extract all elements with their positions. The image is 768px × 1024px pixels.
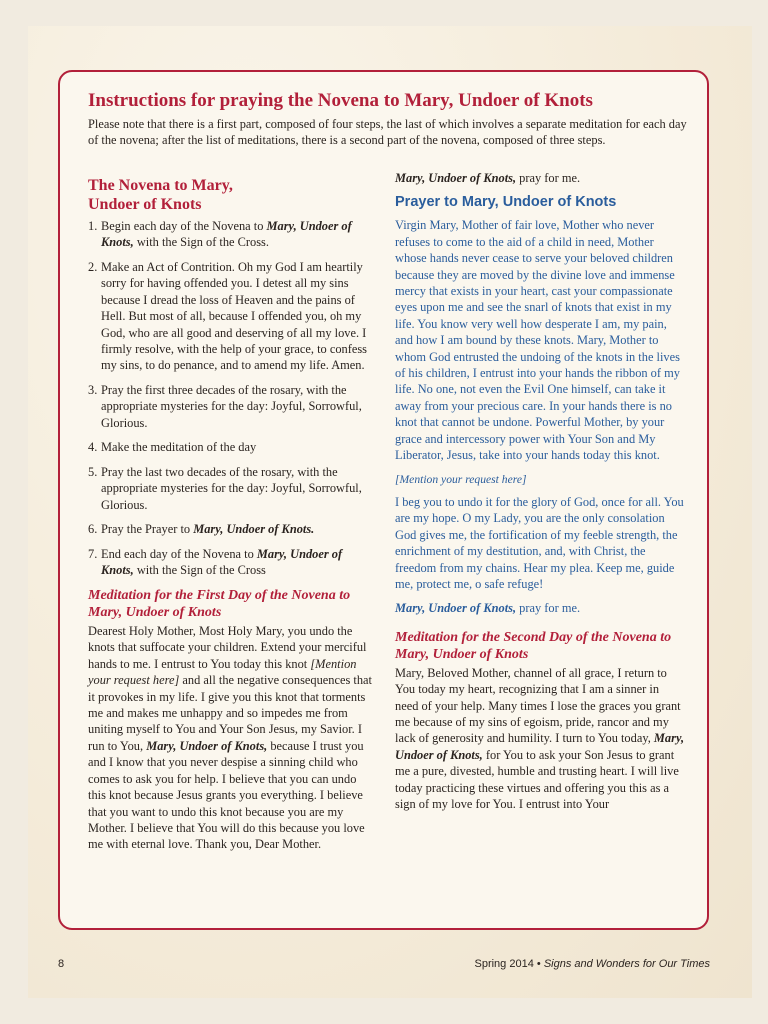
step-number: 6. xyxy=(88,522,98,537)
meditation1-bold: Mary, Undoer of Knots, xyxy=(146,738,268,753)
step-text-pre: Pray the Prayer to xyxy=(101,522,194,537)
footer-bullet: • xyxy=(536,958,541,970)
novena-heading-line1: The Novena to Mary, xyxy=(88,177,233,194)
page-title: Instructions for praying the Novena to Mary, Undoer of Knots xyxy=(88,90,593,111)
step-number: 4. xyxy=(88,440,98,455)
novena-step xyxy=(88,439,374,455)
step-number: 1. xyxy=(88,219,98,233)
footer-title: Signs and Wonders for Our Times xyxy=(543,958,710,970)
step-text xyxy=(101,464,374,513)
meditation1-title: Meditation for the First Day of the Novena to Mary, Undoer of Knots xyxy=(88,588,351,621)
meditation2-part1: Mary, Beloved Mother, channel of all grace, I return to You today my heart, recognizing that I am a sinner in need of your help. Many times I lose the graces you grant me because of my sins of egoism, pride, rancor and my lack of generosity and humility. I turn to You today, xyxy=(395,665,681,746)
novena-step xyxy=(88,382,374,431)
step-text-pre: End each day of the Novena to xyxy=(101,547,257,562)
step-text-bold: Mary, Undoer of Knots. xyxy=(193,522,315,537)
prayer-title: Prayer to Mary, Undoer of Knots xyxy=(395,194,617,211)
meditation1-text xyxy=(88,623,374,853)
pray-for-me-line-1 xyxy=(395,170,685,186)
meditation1-request: [Mention your request here] xyxy=(88,656,357,688)
novena-step xyxy=(88,521,374,537)
step-text-bold: Mary, Undoer of Knots, xyxy=(101,547,343,578)
step-text xyxy=(101,521,374,537)
step-text-post: with the Sign of the Cross xyxy=(133,563,266,578)
intro-paragraph: Please note that there is a first part, composed of four steps, the last of which involves a separate meditation for each day of the novena; after the list of meditations, there is a second part of the novena, composed of three steps. xyxy=(88,117,687,148)
step-number: 7. xyxy=(88,547,98,562)
step-text-pre: Make an Act of Contrition. Oh my God I am heartily sorry for having offended you. I detest all my sins because I dread the loss of Heaven and the pains of Hell. But most of all, because I offended you, oh my God, who are all good and deserving of all my love. I firmly resolve, with the help of your grace, to confess my sins, to do penance, and to amend my life. Amen. xyxy=(101,260,367,373)
request-note: [Mention your request here] xyxy=(395,472,527,486)
step-number: 5. xyxy=(88,465,98,480)
novena-heading-line2: Undoer of Knots xyxy=(88,196,202,213)
page-number: 8 xyxy=(58,958,65,970)
pray-for-me-line-2 xyxy=(395,600,685,616)
pray-line2-rest: pray for me. xyxy=(516,601,581,616)
step-text-pre: Pray the first three decades of the rosary, with the appropriate mysteries for the day: Joyful, Sorrowful, Glorious. xyxy=(101,383,362,430)
step-text-pre: Begin each day of the Novena to xyxy=(101,219,267,233)
step-number: 2. xyxy=(88,260,98,274)
prayer-text-2: I beg you to undo it for the glory of God, once for all. You are my hope. O my Lady, you are the only consolation God gives me, the fortification of my feeble strength, the enrichment of my destitution, and, with Christ, the freedom from my chains. Hear my plea. Keep me, guide me, protect me, o safe refuge! xyxy=(395,494,684,591)
pray-line1-rest: pray for me. xyxy=(516,171,581,185)
novena-step xyxy=(88,464,374,513)
pray-line1-name: Mary, Undoer of Knots, xyxy=(395,171,517,185)
novena-heading xyxy=(88,176,374,214)
meditation1-part1: Dearest Holy Mother, Most Holy Mary, you undo the knots that suffocate your children. Extend your merciful hands to me. I entrust to You today this knot xyxy=(88,624,367,671)
step-text xyxy=(101,259,374,374)
left-column xyxy=(88,170,374,853)
step-text-pre: Make the meditation of the day xyxy=(101,440,257,455)
novena-step xyxy=(88,259,374,374)
prayer-text: Virgin Mary, Mother of fair love, Mother who never refuses to come to the aid of a child in need, Mother whose hands never cease to serve your beloved children because they are moved by the divine love and immense mercy that exists in your heart, cast your compassionate eyes upon me and see the snarl of knots that exist in my life. You know very well how desperate I am, my pain, and how I am bound by these knots. Mary, Mother to whom God entrusted the undoing of the knots in the lives of his children, I entrust into your hands the ribbon of my life. No one, not even the Evil One himself, can take it away from your precious care. In your hands there is no knot that cannot be undone. Powerful Mother, by your grace and intercessory power with Your Son and My Liberator, Jesus, take into your hands today this knot. xyxy=(395,218,680,463)
pray-line2-name: Mary, Undoer of Knots, xyxy=(395,601,517,616)
step-text xyxy=(101,382,374,431)
step-text xyxy=(101,546,374,579)
novena-step xyxy=(88,546,374,579)
footer-publication xyxy=(475,958,711,970)
right-column xyxy=(395,170,685,812)
meditation1-part3: because I trust you and I know that you never despise a sinning child who comes to ask you for help. I believe that you can undo this knot because Jesus grants you everything. I believe that you want to undo this knot because you are my Mother. I believe that You will do this because you love me with eternal love. Thank you, Dear Mother. xyxy=(88,738,365,852)
meditation1-part2: and all the negative consequences that it provokes in my life. I give you this knot that torments me and makes me unhappy and so impedes me from uniting myself to You and Your Son Jesus, my Savior. I run to You, xyxy=(88,673,372,753)
novena-step xyxy=(88,218,374,251)
novena-steps-list xyxy=(88,218,374,579)
step-text-post: with the Sign of the Cross. xyxy=(133,235,269,250)
meditation2-part2: for You to ask your Son Jesus to grant me a pure, divested, humble and trusting heart. I will live today practicing these virtues and offering you this as a sign of my love for You. I entrust into Your xyxy=(395,747,679,811)
meditation2-text xyxy=(395,665,685,813)
meditation2-title: Meditation for the Second Day of the Novena to Mary, Undoer of Knots xyxy=(395,629,672,662)
footer-issue: Spring 2014 xyxy=(474,958,534,970)
step-text-pre: Pray the last two decades of the rosary, with the appropriate mysteries for the day: Joyful, Sorrowful, Glorious. xyxy=(101,465,362,512)
step-text-bold: Mary, Undoer of Knots, xyxy=(101,219,352,250)
step-text xyxy=(101,218,374,251)
step-text xyxy=(101,439,374,455)
step-number: 3. xyxy=(88,383,98,398)
meditation2-bold: Mary, Undoer of Knots, xyxy=(395,731,685,762)
